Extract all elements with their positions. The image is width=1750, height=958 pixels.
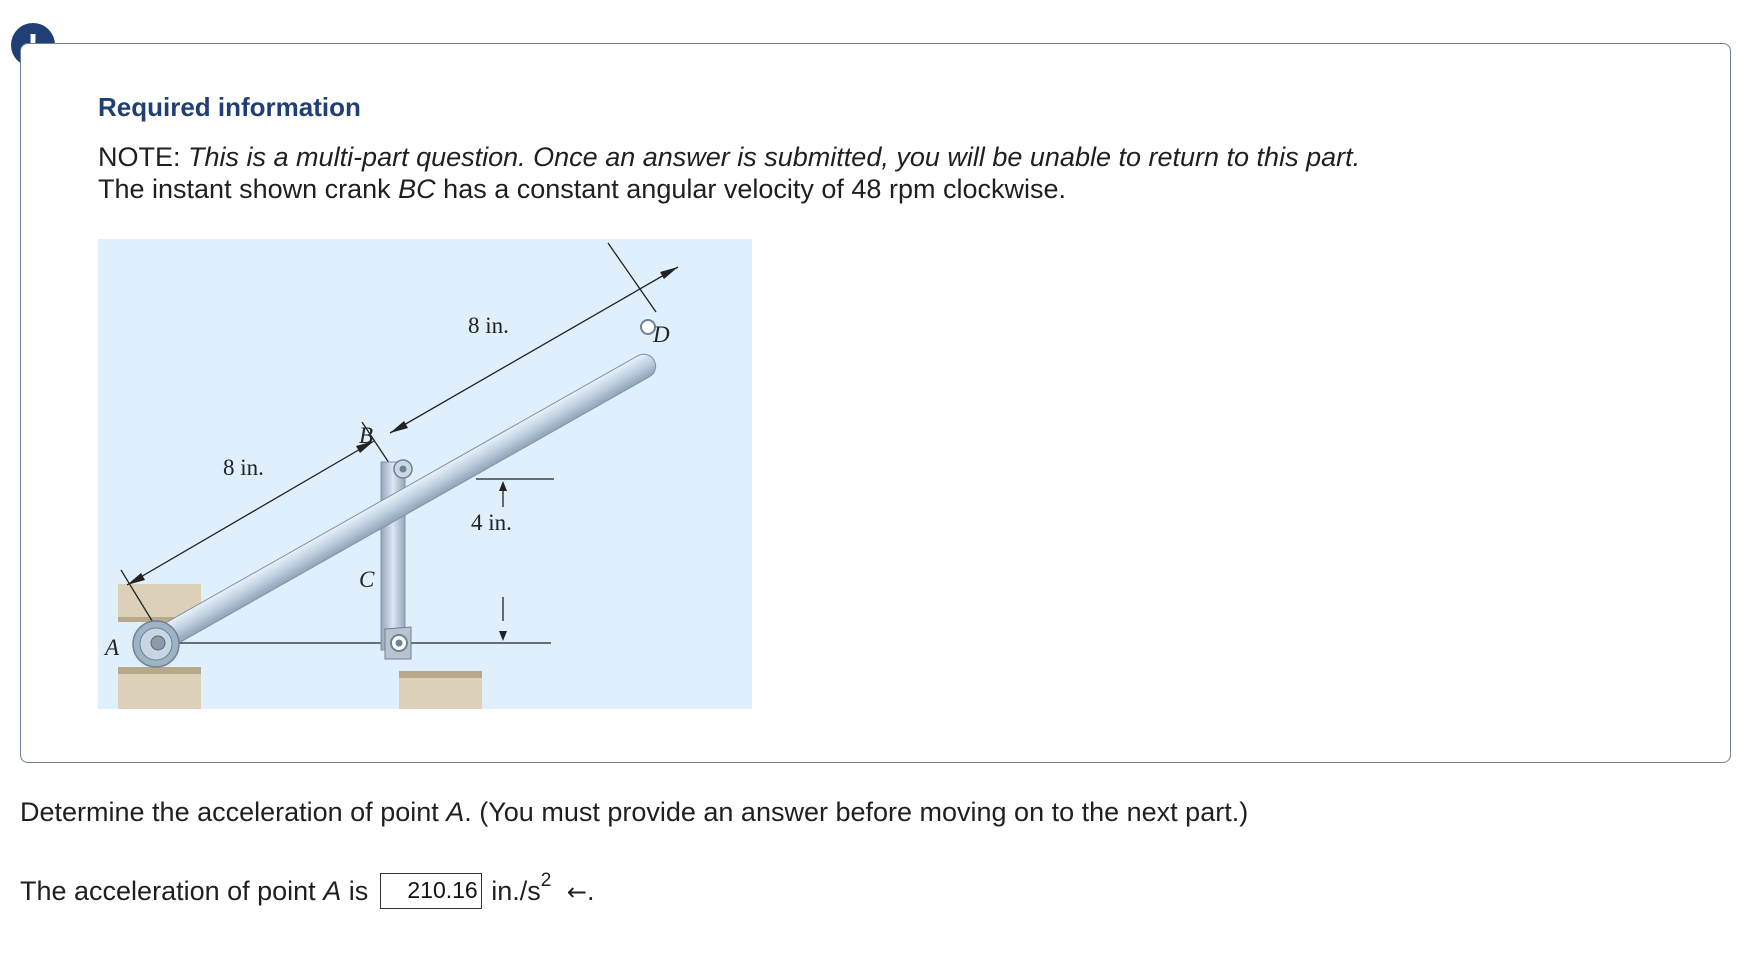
dimension-line-bd [390, 267, 678, 433]
statement-var: BC [398, 174, 436, 204]
label-a: A [105, 635, 120, 660]
required-info-heading: Required information [98, 92, 361, 122]
dimension-arrow [390, 421, 408, 433]
slider-guide-bottom [118, 674, 201, 709]
extension-line-d [608, 243, 656, 312]
answer-unit-exponent: 2 [540, 870, 552, 891]
note-line [98, 142, 1360, 173]
answer-input[interactable]: 210.16 [380, 873, 482, 909]
answer-row [20, 870, 594, 909]
label-b: B [359, 423, 374, 448]
dimension-arrow [499, 631, 507, 641]
problem-statement [98, 174, 1066, 205]
dimension-label-bc: 4 in. [471, 510, 512, 535]
statement-after: has a constant angular velocity of 48 rpm clockwise. [435, 174, 1066, 204]
dimension-arrow [660, 267, 678, 279]
pin-c-center [396, 640, 403, 647]
required-info-panel [20, 43, 1731, 763]
note-label: NOTE: [98, 142, 181, 172]
question-before: Determine the acceleration of point [20, 797, 447, 827]
dimension-arrow [499, 481, 507, 491]
ground-support-edge [399, 671, 482, 678]
dimension-label-ab: 8 in. [223, 455, 264, 480]
answer-mid: is [341, 876, 369, 906]
pin-a [151, 636, 165, 650]
answer-end: . [586, 876, 595, 906]
question-text [20, 797, 1248, 828]
mechanism-figure [98, 239, 752, 709]
left-arrow-icon: ← [566, 878, 587, 906]
label-d: D [653, 322, 670, 347]
ground-support [399, 678, 482, 709]
answer-prefix: The acceleration of point [20, 876, 324, 906]
pin-b-center [400, 466, 407, 473]
answer-var: A [323, 876, 342, 906]
note-text: This is a multi-part question. Once an answer is submitted, you will be unable to return to this part. [188, 142, 1361, 172]
label-c: C [359, 567, 375, 592]
mechanism-diagram [98, 239, 752, 709]
slider-guide-bottom-edge [118, 667, 201, 674]
dimension-label-bd: 8 in. [468, 313, 509, 338]
question-var: A [446, 797, 465, 827]
statement-before: The instant shown crank [98, 174, 399, 204]
answer-unit: in./s [491, 876, 541, 906]
question-after: . (You must provide an answer before moving on to the next part.) [464, 797, 1249, 827]
